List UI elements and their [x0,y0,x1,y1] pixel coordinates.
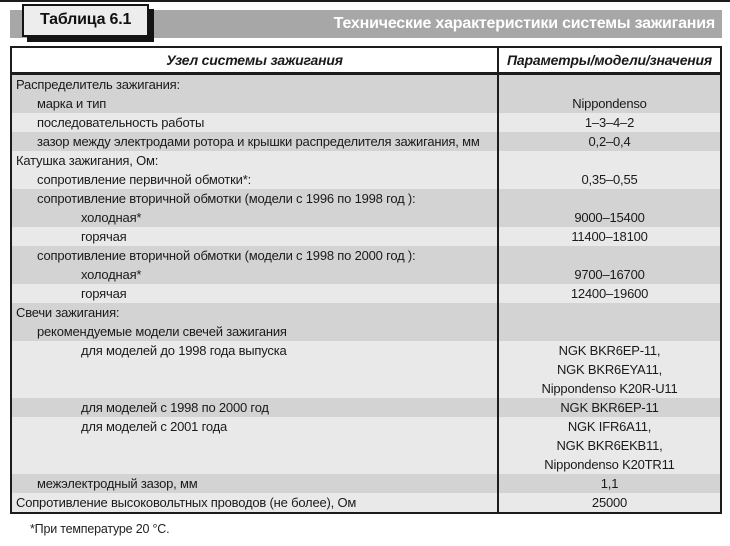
cell-value [499,132,720,151]
cell-node [12,151,499,189]
value-line: 0,35–0,55 [581,172,638,187]
node-label: марка и тип [37,96,107,111]
cell-value [499,417,720,474]
cell-node [12,75,499,113]
node-label: сопротивление вторичной обмотки (модели с 1998 по 2000 год ): [37,248,416,263]
value-line: Nippondenso K20R-U11 [541,381,678,396]
cell-value [499,113,720,132]
cell-value [499,303,720,341]
node-label: для моделей с 2001 года [81,419,228,434]
node-label: межэлектродный зазор, мм [37,476,198,491]
table-row [12,341,720,398]
value-line: 9700–16700 [574,267,645,282]
cell-node [12,284,499,303]
value-line: 12400–19600 [570,286,649,301]
table-row [12,284,720,303]
table-row [12,303,720,341]
node-label: для моделей с 1998 по 2000 год [81,400,269,415]
cell-value [499,474,720,493]
cell-value [499,398,720,417]
table-header-row [12,48,720,75]
node-label: Свечи зажигания: [16,305,120,320]
footnote: *При температуре 20 °С. [30,522,170,536]
table-row [12,151,720,189]
node-label: рекомендуемые модели свечей зажигания [37,324,287,339]
node-label: для моделей до 1998 года выпуска [81,343,287,358]
column-header-values: Параметры/модели/значения [507,52,712,68]
table-number-label: Таблица 6.1 [40,11,132,28]
cell-value [499,246,720,284]
value-line: Nippondenso K20TR11 [544,457,675,472]
cell-value [499,284,720,303]
value-line: NGK IFR6A11, [567,419,652,434]
node-label: зазор между электродами ротора и крышки распределителя зажигания, мм [37,134,480,149]
cell-value [499,227,720,246]
page-top-rule [0,0,730,2]
cell-node [12,132,499,151]
table-row [12,246,720,284]
value-line: 1,1 [600,476,619,491]
table-row [12,417,720,474]
value-line: 1–3–4–2 [584,115,635,130]
node-label: горячая [81,286,127,301]
node-label: горячая [81,229,127,244]
table-body [12,75,720,512]
cell-node [12,341,499,398]
value-line: NGK BKR6EKB11, [556,438,663,453]
node-label: Распределитель зажигания: [16,77,180,92]
value-line: 25000 [591,495,628,510]
node-label: сопротивление первичной обмотки*: [37,172,251,187]
table-row [12,189,720,227]
node-label: Сопротивление высоковольтных проводов (не более), Ом [16,495,357,510]
table-row [12,227,720,246]
node-label: холодная* [81,210,142,225]
value-line: 11400–18100 [571,229,648,244]
table-number-badge [22,4,149,37]
cell-value [499,493,720,512]
cell-node [12,227,499,246]
page-title: Технические характеристики системы зажигания [333,15,715,32]
cell-node [12,417,499,474]
table-row [12,398,720,417]
table-row [12,493,720,512]
value-line: NGK BKR6EP-11, [558,343,661,358]
cell-value [499,341,720,398]
cell-value [499,75,720,113]
cell-value [499,189,720,227]
cell-node [12,246,499,284]
node-label: холодная* [81,267,142,282]
spec-table [10,46,722,514]
table-row [12,132,720,151]
value-line: 0,2–0,4 [588,134,631,149]
cell-node [12,398,499,417]
value-line: Nippondenso [572,96,647,111]
value-line: NGK BKR6EP-11 [560,400,659,415]
cell-node [12,189,499,227]
node-label: Катушка зажигания, Ом: [16,153,159,168]
column-header-node: Узел системы зажигания [12,48,499,72]
value-line: 9000–15400 [574,210,645,225]
node-label: сопротивление вторичной обмотки (модели с 1996 по 1998 год ): [37,191,416,206]
table-row [12,474,720,493]
cell-value [499,151,720,189]
cell-node [12,303,499,341]
value-line: NGK BKR6EYA11, [556,362,663,377]
table-row [12,75,720,113]
cell-node [12,493,499,512]
cell-node [12,474,499,493]
cell-node [12,113,499,132]
node-label: последовательность работы [37,115,205,130]
table-row [12,113,720,132]
